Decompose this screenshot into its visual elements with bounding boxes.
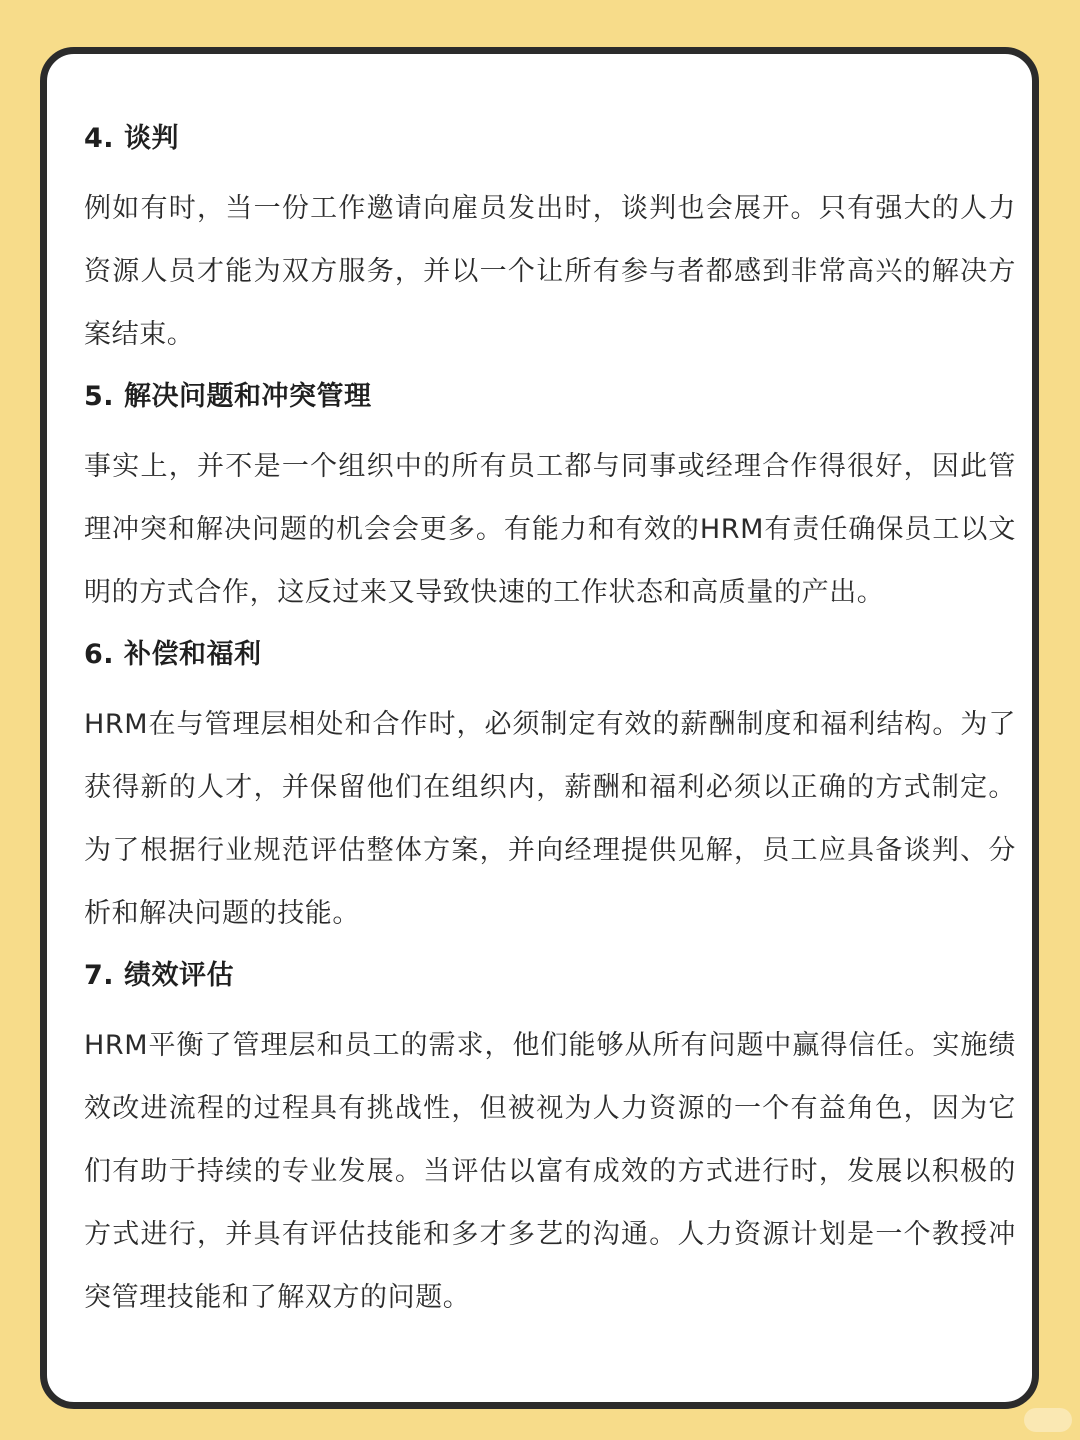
section-body-compensation: HRM在与管理层相处和合作时，必须制定有效的薪酬制度和福利结构。为了获得新的人才，并保留他们在组织内，薪酬和福利必须以正确的方式制定。为了根据行业规范评估整体方案，并向经理提供见解，员工应具备谈判、分析和解决问题的技能。 xyxy=(84,709,1016,929)
article-content xyxy=(84,114,1016,1335)
watermark xyxy=(1024,1408,1072,1432)
section-body-performance: HRM平衡了管理层和员工的需求，他们能够从所有问题中赢得信任。实施绩效改进流程的过程具有挑战性，但被视为人力资源的一个有益角色，因为它们有助于持续的专业发展。当评估以富有成效的方式进行时，发展以积极的方式进行，并具有评估技能和多才多艺的沟通。人力资源计划是一个教授冲突管理技能和了解双方的问题。 xyxy=(84,1030,1016,1313)
section-body-conflict-management: 事实上，并不是一个组织中的所有员工都与同事或经理合作得很好，因此管理冲突和解决问题的机会会更多。有能力和有效的HRM有责任确保员工以文明的方式合作，这反过来又导致快速的工作状态和高质量的产出。 xyxy=(84,451,1016,608)
content-card xyxy=(40,47,1039,1409)
section-body-negotiation: 例如有时，当一份工作邀请向雇员发出时，谈判也会展开。只有强大的人力资源人员才能为双方服务，并以一个让所有参与者都感到非常高兴的解决方案结束。 xyxy=(84,193,1016,350)
section-title-conflict-management: 5. 解决问题和冲突管理 xyxy=(84,381,372,412)
section-title-compensation: 6. 补偿和福利 xyxy=(84,639,262,670)
section-title-performance: 7. 绩效评估 xyxy=(84,960,234,991)
section-title-negotiation: 4. 谈判 xyxy=(84,123,179,154)
